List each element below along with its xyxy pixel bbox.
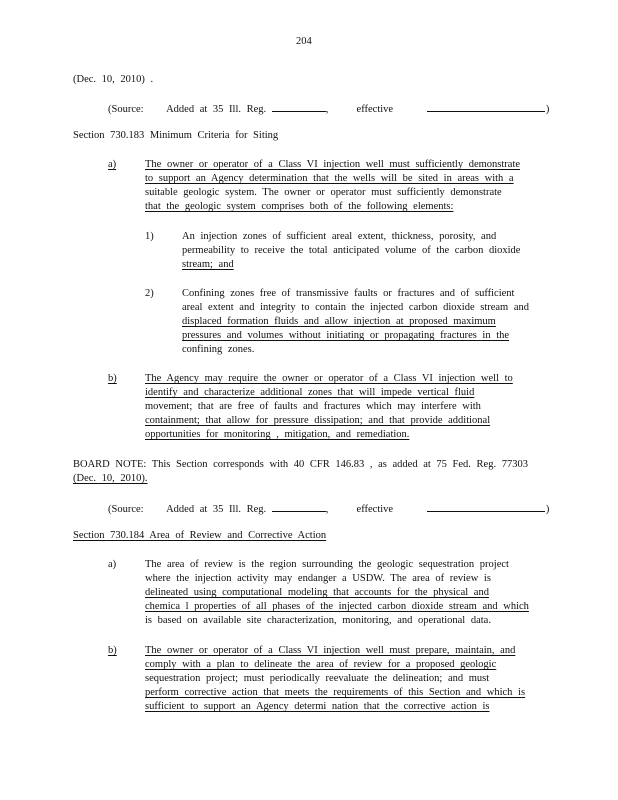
source-effective: effective xyxy=(356,104,394,115)
item-2-line: Confining zones free of transmissive faults or fractures and of sufficient xyxy=(182,288,515,299)
page-number: 204 xyxy=(296,36,312,47)
source-sep: , xyxy=(325,504,329,515)
blank-line xyxy=(272,101,326,112)
source-sep: , xyxy=(325,104,329,115)
item-1-line: stream; and xyxy=(182,259,234,270)
subsection-a-line: to support an Agency determination that the wells will be sited in areas with a xyxy=(145,173,514,184)
subsection-b-label: b) xyxy=(108,645,117,656)
source-effective: effective xyxy=(356,504,394,515)
subsection-b-line: The Agency may require the owner or operator of a Class VI injection well to xyxy=(145,373,513,384)
source-close: ) xyxy=(545,504,550,515)
item-2-line: confining zones. xyxy=(182,344,255,355)
subsection-a-line: delineated using computational modeling that accounts for the physical and xyxy=(145,587,489,598)
board-note-line: (Dec. 10, 2010). xyxy=(73,473,148,484)
subsection-a-line: The owner or operator of a Class VI injection well must sufficiently demonstrate xyxy=(145,159,521,170)
subsection-b-line: identify and characterize additional zones that will impede vertical fluid xyxy=(145,387,475,398)
section-184-heading: Section 730.184 Area of Review and Corrective Action xyxy=(73,530,327,541)
subsection-a-line: is based on available site characterization, monitoring, and operational data. xyxy=(145,615,491,626)
item-2-line: pressures and volumes without initiating or propagating fractures in the xyxy=(182,330,510,341)
subsection-a-line: suitable geologic system. The owner or operator must sufficiently demonstrate xyxy=(145,187,502,198)
subsection-a-line: The area of review is the region surrounding the geologic sequestration project xyxy=(145,559,509,570)
subsection-a-line: that the geologic system comprises both of the following elements: xyxy=(145,201,454,212)
source-added: Added at 35 Ill. Reg. xyxy=(166,504,267,515)
subsection-a-line: chemica l properties of all phases of the injected carbon dioxide stream and which xyxy=(145,601,529,612)
subsection-b-line: sequestration project; must periodically reevaluate the delineation; and must xyxy=(145,673,490,684)
source-note-2 xyxy=(108,501,549,517)
subsection-b-label: b) xyxy=(108,373,117,384)
item-2-line: areal extent and integrity to contain the injected carbon dioxide stream and xyxy=(182,302,530,313)
subsection-b-line: sufficient to support an Agency determi nation that the corrective action is xyxy=(145,701,490,712)
subsection-b-line: perform corrective action that meets the requirements of this Section and which is xyxy=(145,687,526,698)
item-2-label: 2) xyxy=(145,288,154,299)
continued-date: (Dec. 10, 2010) . xyxy=(73,74,154,85)
blank-line xyxy=(272,501,326,512)
subsection-b-line: comply with a plan to delineate the area of review for a proposed geologic xyxy=(145,659,497,670)
subsection-a-label: a) xyxy=(108,159,117,170)
source-added: Added at 35 Ill. Reg. xyxy=(166,104,267,115)
blank-line xyxy=(427,101,545,112)
board-note-line: BOARD NOTE: This Section corresponds with 40 CFR 146.83 , as added at 75 Fed. Reg. 77303 xyxy=(73,459,528,470)
blank-line xyxy=(427,501,545,512)
item-1-line: An injection zones of sufficient areal extent, thickness, porosity, and xyxy=(182,231,497,242)
source-note-1 xyxy=(108,101,549,117)
subsection-a-line: where the injection activity may endanger a USDW. The area of review is xyxy=(145,573,491,584)
subsection-b-line: movement; that are free of faults and fractures which may interfere with xyxy=(145,401,481,412)
source-prefix: (Source: xyxy=(108,104,144,115)
item-2-line: displaced formation fluids and allow injection at proposed maximum xyxy=(182,316,496,327)
section-183-heading: Section 730.183 Minimum Criteria for Siting xyxy=(73,130,279,141)
subsection-a-label: a) xyxy=(108,559,117,570)
subsection-b-line: containment; that allow for pressure dissipation; and that provide additional xyxy=(145,415,491,426)
subsection-b-line: The owner or operator of a Class VI injection well must prepare, maintain, and xyxy=(145,645,516,656)
subsection-b-line: opportunities for monitoring , mitigation, and remediation. xyxy=(145,429,410,440)
source-close: ) xyxy=(545,104,550,115)
source-prefix: (Source: xyxy=(108,504,144,515)
item-1-line: permeability to receive the total anticipated volume of the carbon dioxide xyxy=(182,245,521,256)
item-1-label: 1) xyxy=(145,231,154,242)
